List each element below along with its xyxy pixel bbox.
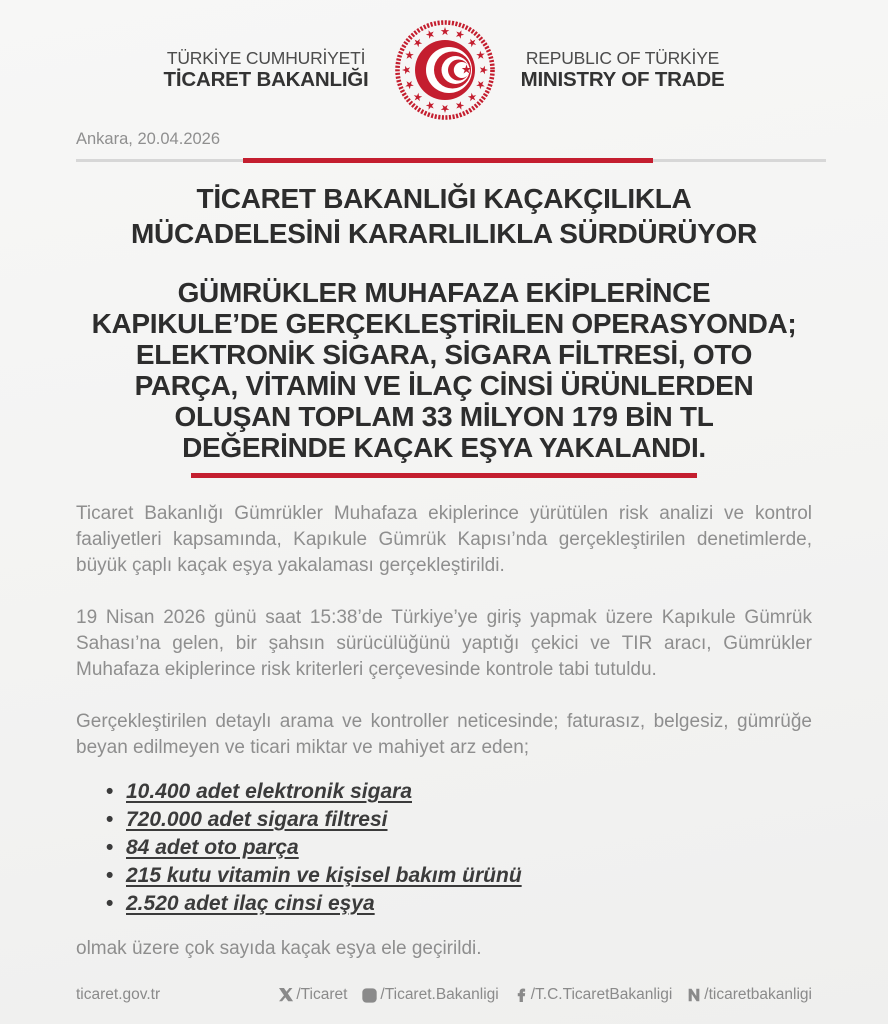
social-nsosyal[interactable] bbox=[687, 986, 812, 1004]
body-paragraph-3: Gerçekleştirilen detaylı arama ve kontroller neticesinde; faturasız, belgesiz, gümrüğe beyan edilmeyen ve ticari miktar ve mahiyet arz eden; bbox=[76, 711, 812, 758]
org-name-turkish-line2: TİCARET BAKANLIĞI bbox=[163, 68, 369, 92]
list-item-text: 2.520 adet ilaç cinsi eşya bbox=[126, 892, 375, 915]
release-subtitle bbox=[0, 277, 888, 463]
heading-line: KAPIKULE’DE GERÇEKLEŞTİRİLEN OPERASYONDA; bbox=[91, 308, 797, 339]
seized-goods-list bbox=[76, 778, 812, 918]
social-facebook[interactable] bbox=[514, 986, 673, 1004]
instagram-icon bbox=[362, 988, 377, 1003]
list-item bbox=[106, 778, 812, 806]
heading-line: MÜCADELESİNİ KARARLILIKLA SÜRDÜRÜYOR bbox=[131, 218, 757, 249]
heading-line: GÜMRÜKLER MUHAFAZA EKİPLERİNCE bbox=[177, 277, 711, 308]
social-handle: /Ticaret.Bakanligi bbox=[380, 986, 499, 1003]
dateline: Ankara, 20.04.2026 bbox=[76, 130, 221, 148]
list-item bbox=[106, 834, 812, 862]
social-x[interactable] bbox=[279, 986, 347, 1004]
list-item-text: 84 adet oto parça bbox=[126, 836, 299, 859]
social-handle: /T.C.TicaretBakanligi bbox=[530, 986, 673, 1003]
heading-line: DEĞERİNDE KAÇAK EŞYA YAKALANDI. bbox=[182, 432, 706, 463]
org-name-turkish-line1: TÜRKİYE CUMHURİYETİ bbox=[166, 48, 366, 69]
social-instagram[interactable] bbox=[362, 986, 498, 1004]
list-item-text: 720.000 adet sigara filtresi bbox=[126, 808, 388, 831]
org-name-english-line1: REPUBLIC OF TÜRKİYE bbox=[525, 48, 720, 69]
footer-website-link[interactable]: ticaret.gov.tr bbox=[76, 986, 161, 1003]
header-divider bbox=[76, 158, 826, 163]
divider-gray-right bbox=[653, 159, 826, 162]
social-handle: /Ticaret bbox=[296, 986, 348, 1003]
org-name-english bbox=[521, 48, 725, 92]
closing-paragraph: olmak üzere çok sayıda kaçak eşya ele geçirildi. bbox=[76, 938, 482, 959]
list-item-text: 10.400 adet elektronik sigara bbox=[126, 780, 412, 803]
divider-red-segment bbox=[243, 158, 653, 163]
body-paragraph-2: 19 Nisan 2026 günü saat 15:38’de Türkiye’ye giriş yapmak üzere Kapıkule Gümrük Sahası’na gelen, bir şahsın sürücülüğünü yaptığı çekici ve TIR aracı, Gümrükler Muhafaza ekiplerince risk kriterleri çerçevesinde kontrole tabi tutuldu. bbox=[76, 607, 812, 680]
header bbox=[0, 0, 888, 126]
release-title bbox=[0, 181, 888, 251]
heading-line: OLUŞAN TOPLAM 33 MİLYON 179 BİN TL bbox=[174, 401, 714, 432]
divider-gray-left bbox=[76, 159, 243, 162]
heading-line: ELEKTRONİK SİGARA, SİGARA FİLTRESİ, OTO bbox=[135, 339, 753, 370]
ministry-of-trade-emblem-logo bbox=[393, 18, 497, 122]
social-handle: /ticaretbakanligi bbox=[704, 986, 812, 1003]
footer bbox=[0, 986, 888, 1024]
org-name-turkish bbox=[164, 48, 369, 92]
list-item bbox=[106, 806, 812, 834]
org-name-english-line2: MINISTRY OF TRADE bbox=[520, 68, 725, 92]
ministry-emblem-icon bbox=[393, 18, 497, 122]
list-item-text: 215 kutu vitamin ve kişisel bakım ürünü bbox=[126, 864, 522, 887]
social-links bbox=[279, 986, 812, 1004]
list-item bbox=[106, 862, 812, 890]
body-paragraph-1: Ticaret Bakanlığı Gümrükler Muhafaza ekiplerince yürütülen risk analizi ve kontrol faaliyetleri kapsamında, Kapıkule Gümrük Kapısı’nda gerçekleştirilen denetimlerde, büyük çaplı kaçak eşya yakalaması gerçekleştirildi. bbox=[76, 503, 812, 576]
list-item bbox=[106, 890, 812, 918]
release-body bbox=[76, 478, 812, 962]
nsosyal-icon bbox=[687, 988, 701, 1002]
x-icon bbox=[279, 988, 293, 1002]
heading-line: PARÇA, VİTAMİN VE İLAÇ CİNSİ ÜRÜNLERDEN bbox=[134, 370, 754, 401]
heading-line: TİCARET BAKANLIĞI KAÇAKÇILIKLA bbox=[196, 183, 692, 214]
facebook-icon bbox=[514, 988, 528, 1002]
